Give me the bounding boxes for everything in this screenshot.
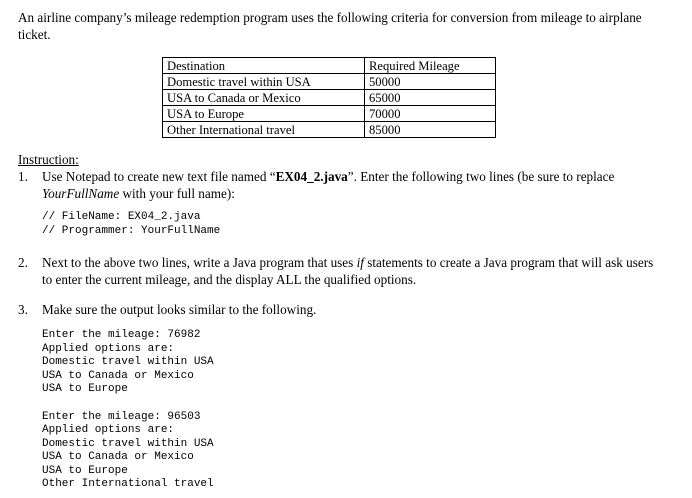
item-1-number: 1. xyxy=(18,169,28,184)
item-1-text-cont: ”. Enter the following two lines (be sure to replace xyxy=(347,169,615,184)
output-line: Applied options are: xyxy=(42,424,175,436)
table-row xyxy=(163,74,496,90)
mileage-cell: 85000 xyxy=(365,122,496,138)
output-line: Domestic travel within USA xyxy=(42,356,214,368)
item-1-placeholder: YourFullName xyxy=(42,186,120,201)
code-filename-line: // FileName: EX04_2.java xyxy=(42,211,201,223)
instruction-item-2 xyxy=(42,254,662,288)
code-programmer-line: // Programmer: YourFullName xyxy=(42,225,221,237)
mileage-cell: 65000 xyxy=(365,90,496,106)
output-line: Applied options are: xyxy=(42,343,175,355)
destination-cell: USA to Europe xyxy=(163,106,365,122)
table-row xyxy=(163,106,496,122)
item-1-text: Use Notepad to create new text file named “ xyxy=(42,169,276,184)
output-line: USA to Canada or Mexico xyxy=(42,451,194,463)
instruction-item-1 xyxy=(42,168,662,202)
destination-cell: Domestic travel within USA xyxy=(163,74,365,90)
header-destination: Destination xyxy=(163,58,365,74)
mileage-cell: 50000 xyxy=(365,74,496,90)
output-line: USA to Europe xyxy=(42,383,128,395)
item-2-text-cont: statements to create a Java program that will ask users to enter the current mileage, and the display ALL the qualified options. xyxy=(42,255,654,287)
item-1-text-end: with your full name): xyxy=(119,186,235,201)
output-line: Enter the mileage: 96503 xyxy=(42,411,201,423)
instruction-heading: Instruction: xyxy=(18,152,79,167)
output-line: Enter the mileage: 76982 xyxy=(42,329,201,341)
table-header-row xyxy=(163,58,496,74)
item-1-filename: EX04_2.java xyxy=(275,169,348,184)
output-line: Other International travel xyxy=(42,478,214,490)
item-2-if-keyword: if xyxy=(356,255,364,270)
table-row xyxy=(163,122,496,138)
header-required-mileage: Required Mileage xyxy=(365,58,496,74)
output-line: USA to Canada or Mexico xyxy=(42,370,194,382)
destination-cell: USA to Canada or Mexico xyxy=(163,90,365,106)
item-2-text: Next to the above two lines, write a Java program that uses xyxy=(42,255,357,270)
item-3-number: 3. xyxy=(18,302,28,317)
destination-cell: Other International travel xyxy=(163,122,365,138)
intro-paragraph: An airline company’s mileage redemption program uses the following criteria for conversion from mileage to airplane ticket. xyxy=(18,10,642,42)
table-row xyxy=(163,90,496,106)
mileage-cell: 70000 xyxy=(365,106,496,122)
item-2-number: 2. xyxy=(18,255,28,270)
output-line: Domestic travel within USA xyxy=(42,438,214,450)
instruction-item-3: Make sure the output looks similar to the following. xyxy=(42,302,317,317)
output-line: USA to Europe xyxy=(42,465,128,477)
mileage-table xyxy=(162,57,496,138)
